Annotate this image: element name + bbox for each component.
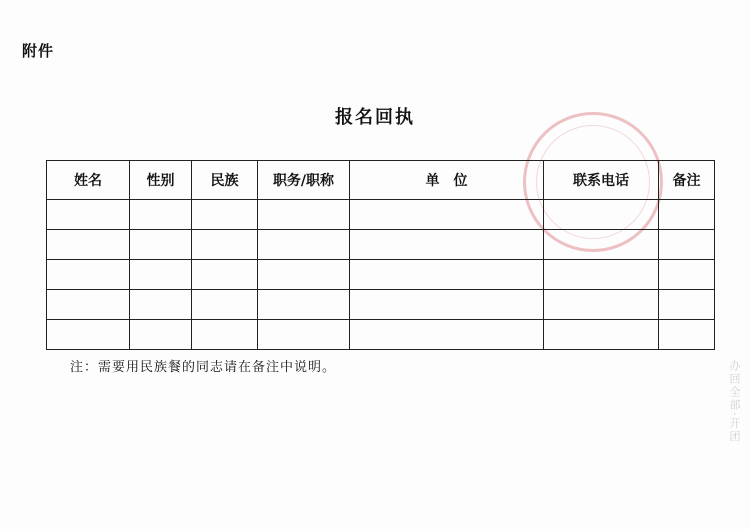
- name-cell[interactable]: [47, 230, 130, 260]
- phone-cell[interactable]: [544, 200, 659, 230]
- table-row: [47, 290, 715, 320]
- gender-cell[interactable]: [130, 260, 192, 290]
- name-cell[interactable]: [47, 290, 130, 320]
- unit-cell[interactable]: [350, 200, 544, 230]
- position-cell[interactable]: [258, 290, 350, 320]
- footnote: 注：需要用民族餐的同志请在备注中说明。: [70, 360, 337, 375]
- gender-cell[interactable]: [130, 200, 192, 230]
- header-gender: 性别: [130, 161, 192, 200]
- header-ethnicity: 民族: [192, 161, 258, 200]
- table-row: [47, 260, 715, 290]
- unit-cell[interactable]: [350, 260, 544, 290]
- position-cell[interactable]: [258, 260, 350, 290]
- position-cell[interactable]: [258, 320, 350, 350]
- position-cell[interactable]: [258, 200, 350, 230]
- table-row: [47, 200, 715, 230]
- remarks-cell[interactable]: [659, 200, 715, 230]
- unit-cell[interactable]: [350, 230, 544, 260]
- header-position-title: 职务/职称: [258, 161, 350, 200]
- ethnicity-cell[interactable]: [192, 230, 258, 260]
- table-row: [47, 230, 715, 260]
- ethnicity-cell[interactable]: [192, 260, 258, 290]
- phone-cell[interactable]: [544, 290, 659, 320]
- remarks-cell[interactable]: [659, 320, 715, 350]
- phone-cell[interactable]: [544, 230, 659, 260]
- gender-cell[interactable]: [130, 290, 192, 320]
- table-row: [47, 320, 715, 350]
- header-remarks: 备注: [659, 161, 715, 200]
- name-cell[interactable]: [47, 200, 130, 230]
- name-cell[interactable]: [47, 320, 130, 350]
- registration-table: [46, 160, 715, 350]
- bleed-through-text: 办回全部·开团: [728, 360, 741, 444]
- ethnicity-cell[interactable]: [192, 200, 258, 230]
- gender-cell[interactable]: [130, 230, 192, 260]
- table-header-row: [47, 161, 715, 200]
- unit-cell[interactable]: [350, 320, 544, 350]
- header-name: 姓名: [47, 161, 130, 200]
- header-phone: 联系电话: [544, 161, 659, 200]
- attachment-label: 附件: [22, 42, 55, 60]
- phone-cell[interactable]: [544, 320, 659, 350]
- name-cell[interactable]: [47, 260, 130, 290]
- header-unit: 单 位: [350, 161, 544, 200]
- ethnicity-cell[interactable]: [192, 320, 258, 350]
- remarks-cell[interactable]: [659, 260, 715, 290]
- phone-cell[interactable]: [544, 260, 659, 290]
- ethnicity-cell[interactable]: [192, 290, 258, 320]
- document-title: 报名回执: [335, 107, 415, 128]
- gender-cell[interactable]: [130, 320, 192, 350]
- remarks-cell[interactable]: [659, 290, 715, 320]
- position-cell[interactable]: [258, 230, 350, 260]
- remarks-cell[interactable]: [659, 230, 715, 260]
- unit-cell[interactable]: [350, 290, 544, 320]
